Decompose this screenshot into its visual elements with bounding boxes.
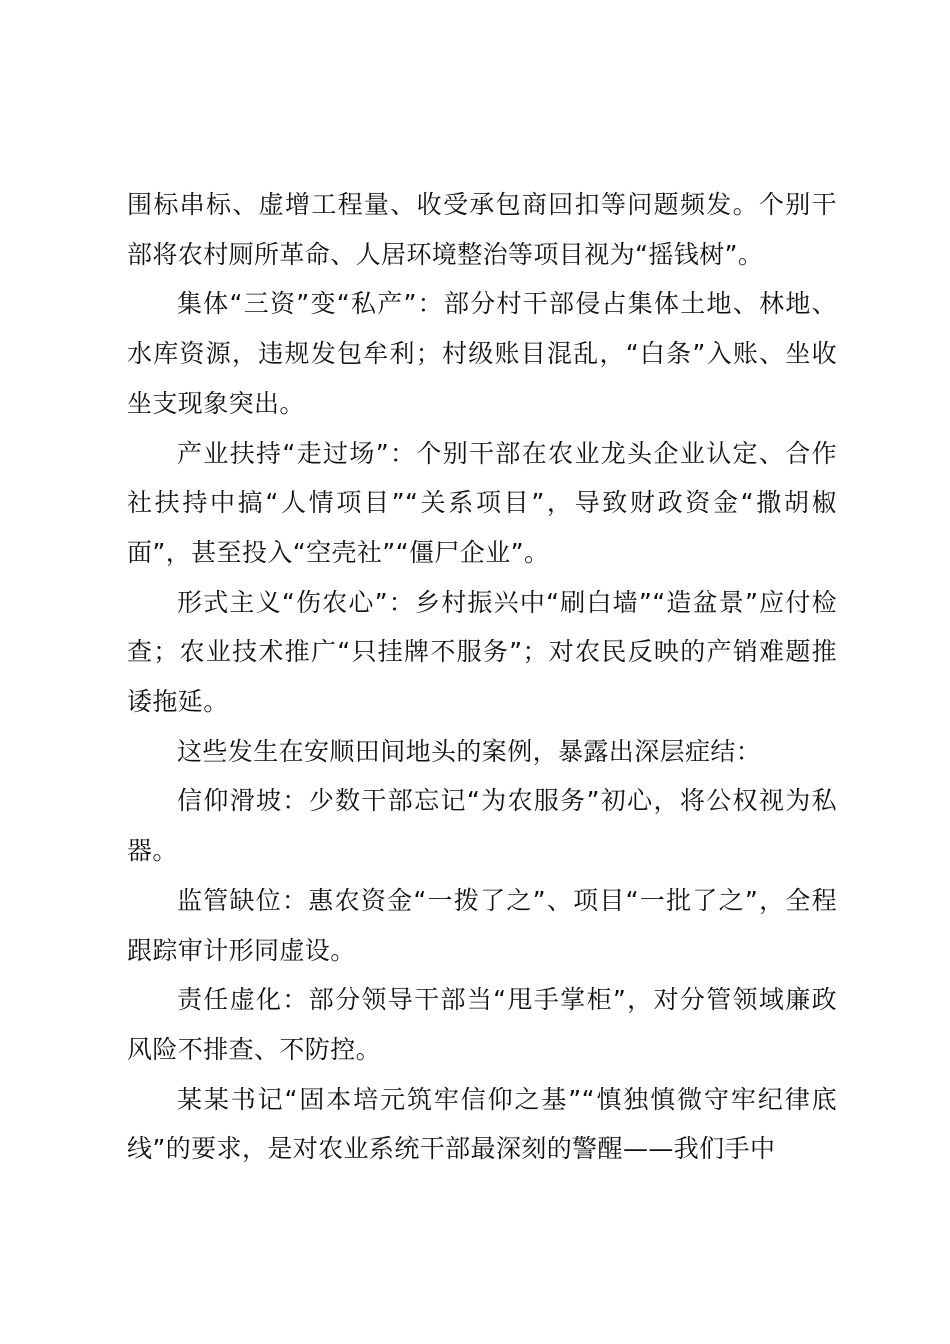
paragraph-formalism: 形式主义“伤农心”：乡村振兴中“刷白墙”“造盆景”应付检查；农业技术推广“只挂牌不服务”；对农民反映的产销难题推诿拖延。 bbox=[127, 587, 837, 717]
paragraph-collective-assets: 集体“三资”变“私产”：部分村干部侵占集体土地、林地、水库资源，违规发包牟利；村级账目混乱，“白条”入账、坐收坐支现象突出。 bbox=[127, 289, 837, 418]
paragraph-industry-support: 产业扶持“走过场”：个别干部在农业龙头企业认定、合作社扶持中搞“人情项目”“关系项目”，导致财政资金“撒胡椒面”，甚至投入“空壳社”“僵尸企业”。 bbox=[127, 438, 837, 567]
paragraph-responsibility: 责任虚化：部分领导干部当“甩手掌柜”，对分管领域廉政风险不排查、不防控。 bbox=[127, 985, 837, 1064]
paragraph-supervision-gap: 监管缺位：惠农资金“一拨了之”、项目“一批了之”，全程跟踪审计形同虚设。 bbox=[127, 885, 837, 965]
paragraph-faith-decline: 信仰滑坡：少数干部忘记“为农服务”初心，将公权视为私器。 bbox=[127, 786, 837, 866]
paragraph-secretary-requirements: 某某书记“固本培元筑牢信仰之基”“慎独慎微守牢纪律底线”的要求，是对农业系统干部最深刻的警醒——我们手中 bbox=[127, 1084, 837, 1164]
paragraph-root-causes: 这些发生在安顺田间地头的案例，暴露出深层症结： bbox=[177, 736, 762, 766]
document-body bbox=[127, 180, 837, 1174]
paragraph-continuation: 围标串标、虚增工程量、收受承包商回扣等问题频发。个别干部将农村厕所革命、人居环境整治等项目视为“摇钱树”。 bbox=[127, 190, 837, 269]
